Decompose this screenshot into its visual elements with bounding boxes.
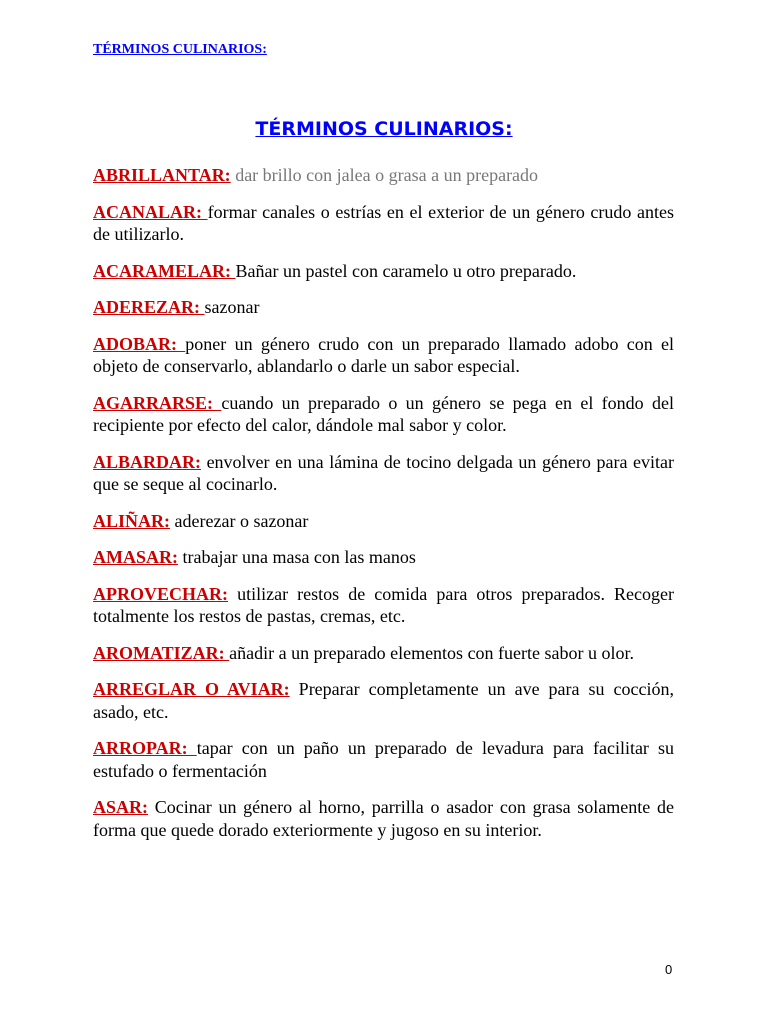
glossary-entry xyxy=(93,583,674,628)
entry-definition: formar canales o estrías en el exterior de un género crudo antes de utilizarlo. xyxy=(93,201,674,244)
entry-term: ADEREZAR: xyxy=(93,297,205,317)
entry-definition: Cocinar un género al horno, parrilla o asador con grasa solamente de forma que quede dorado exteriormente y jugoso en su interior. xyxy=(93,797,674,840)
entry-definition: dar brillo con jalea o grasa a un preparado xyxy=(230,165,539,185)
glossary-entry xyxy=(93,737,674,782)
glossary-list xyxy=(93,164,674,855)
entry-term: AROMATIZAR: xyxy=(93,642,230,663)
glossary-entry xyxy=(93,164,674,187)
entry-term: ADOBAR: xyxy=(93,333,186,354)
entry-definition: tapar con un paño un preparado de levadura para facilitar su estufado o fermentación xyxy=(93,738,674,781)
glossary-entry xyxy=(93,510,674,533)
glossary-entry xyxy=(93,678,674,723)
entry-definition: cuando un preparado o un género se pega en el fondo del recipiente por efecto del calor, dándole mal sabor y color. xyxy=(93,392,674,435)
entry-term: ACARAMELAR: xyxy=(93,260,236,281)
page-number: 0 xyxy=(665,962,673,977)
glossary-entry xyxy=(93,392,674,437)
entry-term: ABRILLANTAR: xyxy=(93,165,231,185)
entry-definition: poner un género crudo con un preparado llamado adobo con el objeto de conservarlo, ablandarlo o darle un sabor especial. xyxy=(93,333,675,376)
entry-definition: Preparar completamente un ave para su cocción, asado, etc. xyxy=(93,679,674,722)
glossary-entry xyxy=(93,296,674,319)
entry-definition: sazonar xyxy=(204,297,260,317)
glossary-entry xyxy=(93,260,674,283)
glossary-entry xyxy=(93,201,674,246)
entry-definition: utilizar restos de comida para otros preparados. Recoger totalmente los restos de pastas, cremas, etc. xyxy=(93,583,674,626)
entry-term: AMASAR: xyxy=(93,547,178,567)
entry-definition: añadir a un preparado elementos con fuerte sabor u olor. xyxy=(229,642,635,663)
entry-term: AGARRARSE: xyxy=(93,392,222,413)
running-header: TÉRMINOS CULINARIOS: xyxy=(93,42,267,57)
entry-term: ASAR: xyxy=(93,797,149,817)
entry-definition: envolver en una lámina de tocino delgada un género para evitar que se seque al cocinarlo. xyxy=(93,451,674,494)
entry-term: ACANALAR: xyxy=(93,201,208,222)
entry-term: ARREGLAR O AVIAR: xyxy=(93,679,290,699)
page-title: TÉRMINOS CULINARIOS: xyxy=(255,118,513,140)
glossary-entry xyxy=(93,796,674,841)
glossary-entry xyxy=(93,333,674,378)
glossary-entry xyxy=(93,642,674,665)
entry-definition: aderezar o sazonar xyxy=(170,510,309,531)
entry-term: APROVECHAR: xyxy=(93,583,228,604)
entry-term: ARROPAR: xyxy=(93,738,197,758)
glossary-entry xyxy=(93,546,674,569)
entry-term: ALBARDAR: xyxy=(93,451,201,472)
glossary-entry xyxy=(93,451,674,496)
entry-definition: trabajar una masa con las manos xyxy=(178,547,416,567)
entry-definition: Bañar un pastel con caramelo u otro preparado. xyxy=(235,260,577,281)
entry-term: ALIÑAR: xyxy=(93,510,171,531)
